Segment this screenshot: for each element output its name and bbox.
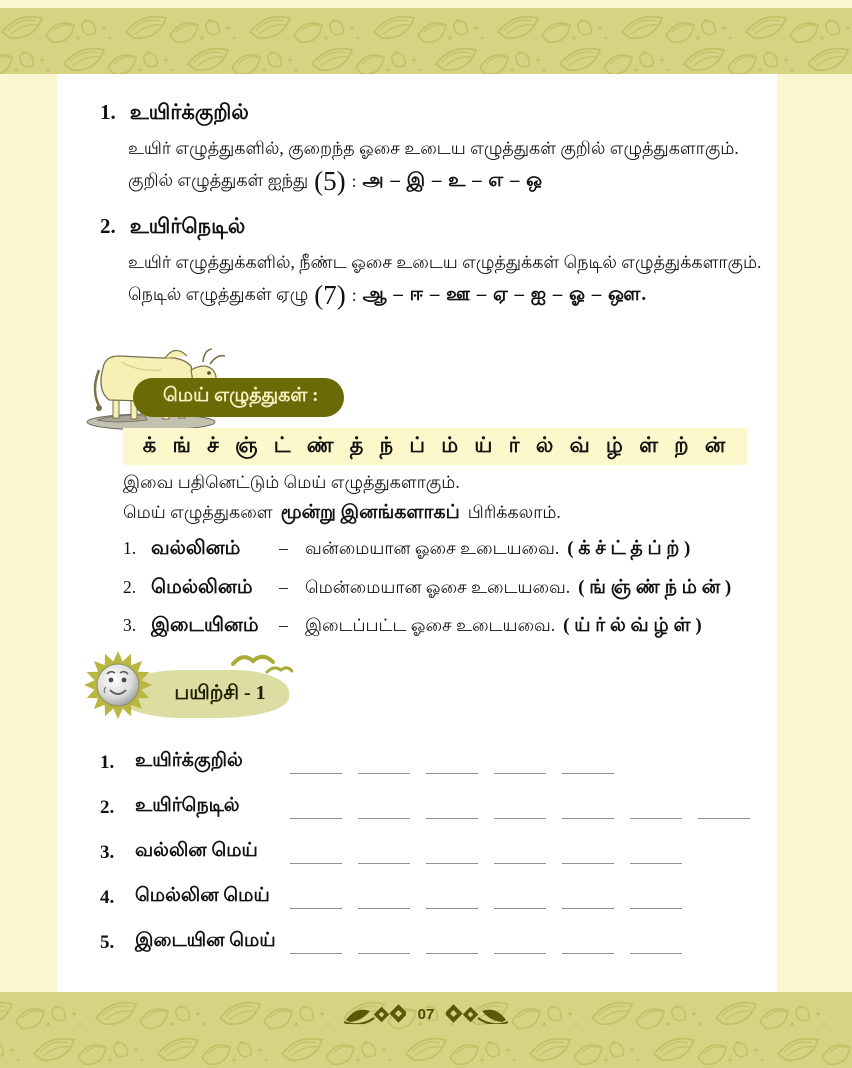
class2-name: மெல்லினம்: [151, 576, 253, 598]
class-row-vallinam: [123, 538, 763, 562]
answer-blank: [494, 952, 546, 954]
section1-title: உயிர்க்குறில்: [129, 100, 249, 124]
section2-number: 2.: [100, 214, 116, 238]
class1-number: 1.: [123, 538, 137, 558]
top-decorative-border: [0, 8, 852, 74]
exercise-row-1: [100, 746, 630, 774]
answer-blank: [358, 952, 410, 954]
section1-letters-prefix: குறில் எழுத்துகள் ஐந்து: [128, 170, 309, 190]
exercise-row-5-blanks: [290, 932, 698, 954]
section1-colon: :: [351, 171, 357, 191]
exercise-row-5: [100, 926, 698, 954]
leaf-pattern-icon: [0, 8, 852, 74]
section1-count: (5): [314, 166, 346, 196]
exercise-row-5-number: 5.: [100, 932, 115, 953]
section2-vowel-letters: ஆ – ஈ – ஊ – ஏ – ஐ – ஓ – ஔ.: [362, 283, 648, 305]
answer-blank: [426, 907, 478, 909]
exercise-row-2-blanks: [290, 797, 766, 819]
answer-blank: [630, 907, 682, 909]
sun-icon: [83, 650, 153, 720]
answer-blank: [698, 817, 750, 819]
answer-blank: [426, 772, 478, 774]
class1-letters: ( க் ச் ட் த் ப் ற் ): [567, 538, 691, 559]
answer-blank: [562, 817, 614, 819]
answer-blank: [290, 952, 342, 954]
section1-heading: [100, 100, 249, 127]
mei-line1: இவை பதினெட்டும் மெய் எழுத்துகளாகும்.: [123, 472, 460, 492]
answer-blank: [494, 862, 546, 864]
section2-letters-line: [128, 280, 647, 311]
section2-heading: [100, 214, 245, 241]
exercise-row-1-number: 1.: [100, 752, 115, 773]
answer-blank: [630, 817, 682, 819]
section2-body: உயிர் எழுத்துக்களில், நீண்ட ஓசை உடைய எழுத்துக்கள் நெடில் எழுத்துக்களாகும்.: [128, 252, 762, 272]
answer-blank: [494, 772, 546, 774]
section1-vowel-letters: அ – இ – உ – எ – ஒ: [362, 169, 544, 191]
class3-description: இடைப்பட்ட ஓசை உடையவை.: [305, 615, 556, 635]
answer-blank: [630, 952, 682, 954]
answer-blank: [494, 907, 546, 909]
exercise-row-3-number: 3.: [100, 842, 115, 863]
answer-blank: [562, 952, 614, 954]
class2-letters: ( ங் ஞ் ண் ந் ம் ன் ): [578, 576, 732, 598]
consonant-classes-list: [123, 538, 763, 654]
class1-dash: –: [279, 538, 288, 558]
answer-blank: [630, 862, 682, 864]
exercise-row-4-label: மெல்லின மெய்: [135, 885, 270, 906]
class2-description: மென்மையான ஓசை உடையவை.: [305, 576, 571, 597]
answer-blank: [358, 817, 410, 819]
class2-number: 2.: [123, 576, 137, 597]
answer-blank: [358, 772, 410, 774]
bottom-decorative-border: [0, 992, 852, 1068]
answer-blank: [426, 952, 478, 954]
class2-dash: –: [279, 576, 288, 597]
class3-name: இடையினம்: [151, 615, 259, 636]
answer-blank: [290, 772, 342, 774]
consonant-strip: க் ங் ச் ஞ் ட் ண் த் ந் ப் ம் ய் ர் ல் வ் ழ் ள் ற் ன்: [123, 428, 747, 465]
exercise-row-1-blanks: [290, 752, 630, 774]
exercise-row-2-label: உயிர்நெடில்: [135, 795, 240, 816]
exercise-row-4: [100, 881, 698, 909]
exercise-row-1-label: உயிர்க்குறில்: [135, 750, 243, 771]
mei-line2-bold: மூன்று இனங்களாகப்: [280, 502, 460, 523]
mei-line2: [123, 502, 561, 526]
class3-number: 3.: [123, 615, 137, 635]
exercise-row-4-blanks: [290, 887, 698, 909]
mei-section-badge: மெய் எழுத்துகள் :: [133, 378, 344, 417]
answer-blank: [494, 817, 546, 819]
exercise-row-4-number: 4.: [100, 887, 115, 908]
answer-blank: [562, 862, 614, 864]
content-area: [57, 74, 777, 992]
class-row-mellinam: [123, 577, 763, 601]
answer-blank: [358, 862, 410, 864]
section1-number: 1.: [100, 100, 116, 124]
answer-blank: [562, 907, 614, 909]
exercise-row-3-label: வல்லின மெய்: [135, 840, 258, 861]
mei-line2-end: பிரிக்கலாம்.: [467, 502, 561, 522]
exercise-badge: பயிற்சி - 1: [117, 670, 289, 718]
class1-name: வல்லினம்: [151, 538, 241, 559]
birds-icon: [229, 648, 293, 676]
class3-letters: ( ய் ர் ல் வ் ழ் ள் ): [563, 615, 702, 636]
section2-title: உயிர்நெடில்: [129, 214, 246, 238]
footer: [0, 1004, 852, 1024]
section2-count: (7): [314, 280, 346, 310]
class3-dash: –: [279, 615, 288, 635]
exercise-row-2: [100, 791, 766, 819]
footer-ornament-right-icon: [446, 1004, 508, 1024]
section2-colon: :: [351, 285, 357, 305]
answer-blank: [290, 862, 342, 864]
exercise-row-5-label: இடையின மெய்: [135, 930, 276, 951]
class-row-idaiyinam: [123, 615, 763, 639]
section2-letters-prefix: நெடில் எழுத்துகள் ஏழு: [128, 284, 309, 304]
answer-blank: [426, 817, 478, 819]
exercise-row-2-number: 2.: [100, 797, 115, 818]
answer-blank: [290, 907, 342, 909]
mei-line2-start: மெய் எழுத்துகளை: [123, 502, 273, 522]
section1-letters-line: [128, 166, 543, 197]
page-number: 07: [417, 1005, 435, 1023]
answer-blank: [426, 862, 478, 864]
answer-blank: [290, 817, 342, 819]
exercise-row-3-blanks: [290, 842, 698, 864]
answer-blank: [358, 907, 410, 909]
answer-blank: [562, 772, 614, 774]
exercise-row-3: [100, 836, 698, 864]
class1-description: வன்மையான ஓசை உடையவை.: [305, 538, 560, 558]
section1-body: உயிர் எழுத்துகளில், குறைந்த ஓசை உடைய எழுத்துகள் குறில் எழுத்துகளாகும்.: [128, 138, 739, 158]
footer-ornament-left-icon: [344, 1004, 406, 1024]
